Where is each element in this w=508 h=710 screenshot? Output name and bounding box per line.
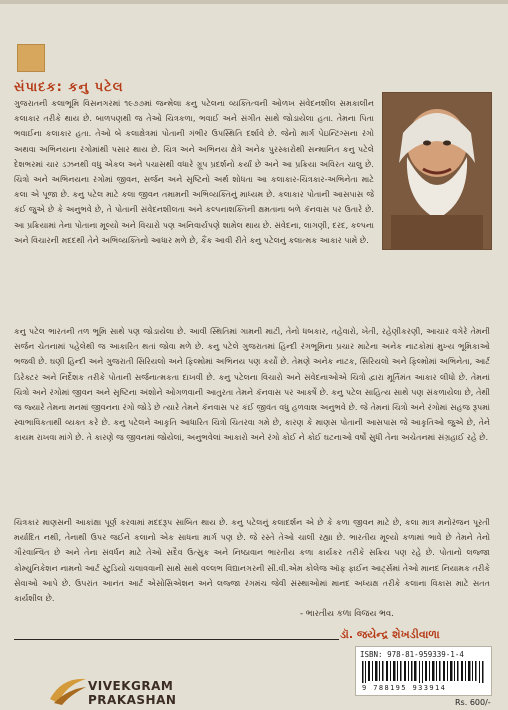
isbn-label: ISBN: 978-81-959339-1-4 — [360, 650, 464, 659]
square-marker-icon — [17, 44, 45, 72]
publisher-swoosh-icon — [48, 675, 88, 707]
top-edge-strip — [0, 0, 508, 4]
signature-rule — [14, 639, 339, 640]
paragraph-2: કનુ પટેલ ભારતની તળ ભૂમિ સાથે પણ જોડાયેલા છે. આવી સ્થિતિમાં ગામની માટી, તેનો ધબકાર, તહેવારો, ખેતી, રહેણીકરણી, આચાર વગેરે તેમની સર્જન ચેતનામાં પહેલેથી જ આકારિત થતાં જોવા મળે છે. કનુ પટેલે ગુજરાતમાં હિન્દી રંગભૂમિના પ્રચાર માટેના અનેક નાટકોમાં મુખ્ય ભૂમિકાઓ ભજવી છે. ઘણી હિન્દી અને ગુજરાતી સિરિયલો અને ફિલ્મોમાં અભિનય પણ કર્યો છે. તેમણે અનેક નાટક, સિરિયલો અને ફિલ્મોમાં અભિનેતા, આર્ટ ડિરેક્ટર અને નિર્દેશક તરીકે પોતાની સર્જનાત્મકતા દાખવી છે. કનુ પટેલના વિચારો અને સંવેદનાઓએ ચિત્રો દ્વારા મૂર્તિમંત આકાર લીધો છે. તેમનાં ચિત્રો અને રંગોમાં જીવન અને સૃષ્ટિના અંશોને ઓગળવાની આતુરતા તેમને કૅનવાસ પર આકર્ષે છે. કનુ પટેલ સાહિત્ય સાથે પણ સંકળાયેલા છે, તેથી જ જ્યારે તેમના મનમાં જીવનના રંગો જોડે છે ત્યારે તેમને કૅનવાસ પર કંઈ જીવંત વધુ હળવાશ અનુભવે છે. જે તેમનાં ચિત્રો અને રંગોમાં સહજ રૂપમાં સ્વાભાવિકતાથી વ્યક્ત કરે છે. કનુ પટેલને આકૃતિ આધારિત ચિત્રો ચિતરવા ગમે છે, કારણ કે માણસ પોતાની આસપાસ જે આકૃતિઓ જુએ છે, તેને કાયમ રાખવા માંગે છે. તે કારણે જ જીવનમાં જોયેલાં, અનુભવેલાં આકારો અને રંગો કોઈ ને કોઈ ઘટનાઓ વર્ષો સુધી તેના અચેતનમાં સંગ્રહાઈ રહે છે. — [14, 326, 490, 443]
paragraph-1-text: ગુજરાતની કલાભૂમિ વિસનગરમાં ૧૯૭૭માં જન્મેલા કનુ પટેલના વ્યક્તિત્વની ઓળખ સંવેદનશીલ સમકાલીન કલાકાર તરીકે થાય છે. બાળપણથી જ તેઓ ચિત્રકળા, ભવાઈ અને સંગીત સાથે જોડાયેલા હતા. તેમના પિતા ભવાઈના કલાકાર હતા. તેઓ બે કલાક્ષેત્રમાં પોતાની ગંભીર ઉપસ્થિતિ દર્શાવે છે. જેનો માર્ગ પેઇન્ટિંગ્સના રંગો અથવા અભિનયના રંગોમાંથી પસાર થાય છે. ચિત્ર અને અભિનય ક્ષેત્રે અનેક પુરસ્કારોથી સન્માનિત કનુ પટેલે દેશભરમાં ચાર ડઝનથી વધુ એકલ અને પચાસથી વધારે ગ્રૂપ પ્રદર્શનો કર્યાં છે અને આ પ્રક્રિયા અવિરત ચાલુ છે. ચિત્રો અને અભિનયના રંગોમાં જીવન, સર્જન અને સૃષ્ટિનો અર્થ શોધતા આ કલાકાર-ચિત્રકાર-અભિનેતા માટે કલા એ પૂજા છે. કનુ પટેલ માટે કલા જીવન તમામની અભિવ્યક્તિનું માધ્યમ છે. કલાકાર પોતાની આસપાસ જે કંઈ જુએ છે કે અનુભવે છે, તે પોતાની સંવેદનશીલતા અને કલ્પનાશક્તિની ક્ષમતાના બળે કૅનવાસ પર ઉતારે છે. આ પ્રક્રિયામાં તેના પોતાના મૂલ્યો અને વિચારો પણ અનિવાર્યપણે શામેલ થાય છે. સંવેદના, લાગણી, દરદ, કલ્પના અને વિચારની મદદથી તેને અભિવ્યક્તિનો આધાર મળે છે, કૈંક આવી રીતે કનુ પટેલનું કલાત્મક આકાર પામે છે. — [14, 98, 374, 245]
barcode-icon — [362, 661, 485, 683]
paragraph-1 — [14, 96, 490, 248]
signature: ડૉ. જયેન્દ્ર શેખડીવાળા — [340, 628, 440, 641]
closing-quote: - ભારતીય કળા વિજય ભવ. — [300, 609, 394, 619]
editor-label: સંપાદક: કનુ પટેલ — [14, 80, 124, 95]
publisher-name-line1: VIVEKGRAM — [88, 679, 174, 693]
barcode-number: 9 788195 933914 — [362, 684, 447, 692]
isbn-barcode-box — [355, 646, 492, 696]
publisher-name-line2: PRAKASHAN — [88, 693, 177, 707]
price: Rs. 600/- — [455, 698, 491, 707]
paragraph-3: ચિત્રકાર માણસની આકાંક્ષા પૂર્ણ કરવામાં મદદરૂપ સાબિત થાય છે. કનુ પટેલનું કલાદર્શન એ છે કે કળા જીવન માટે છે, કલા માત્ર મનોરંજન પૂરતી મર્યાદિત નથી, તેનાથી ઉપર જઈને કલાનો એક સાધના માર્ગ પણ છે. જે રસ્તે તેઓ ચાલી રહ્યા છે. ભારતીય મૂલ્યો કળામાં ભાવે છે તેમને તેનો ગૌરવાન્વિત છે અને તેના સંવર્ધન માટે તેઓ સદૈવ ઉત્સુક અને નિષ્ઠાવાન ભારતીય કળા કાર્યકર તરીકે સક્રિય પણ રહે છે. પોતાનો લજ્જા કોમ્યુનિકેશન નામનો આર્ટ સ્ટુડિયો ચલાવવાની સાથે સાથે વલ્લભ વિદ્યાનગરની સી.વી.એમ કોલેજ ઑફ ફાઈન આર્ટ્સમાં તેઓ માનદ નિયામક તરીકે સેવાઓ આપે છે. ઉપરાંત આનંત આર્ટ એસોસિએશન અને લજ્જા રંગમંચ જેવી સંસ્થાઓમાં માનદ અધ્યક્ષ તરીકે કલાના વિકાસ માટે સતત કાર્યશીલ છે. — [14, 517, 490, 604]
